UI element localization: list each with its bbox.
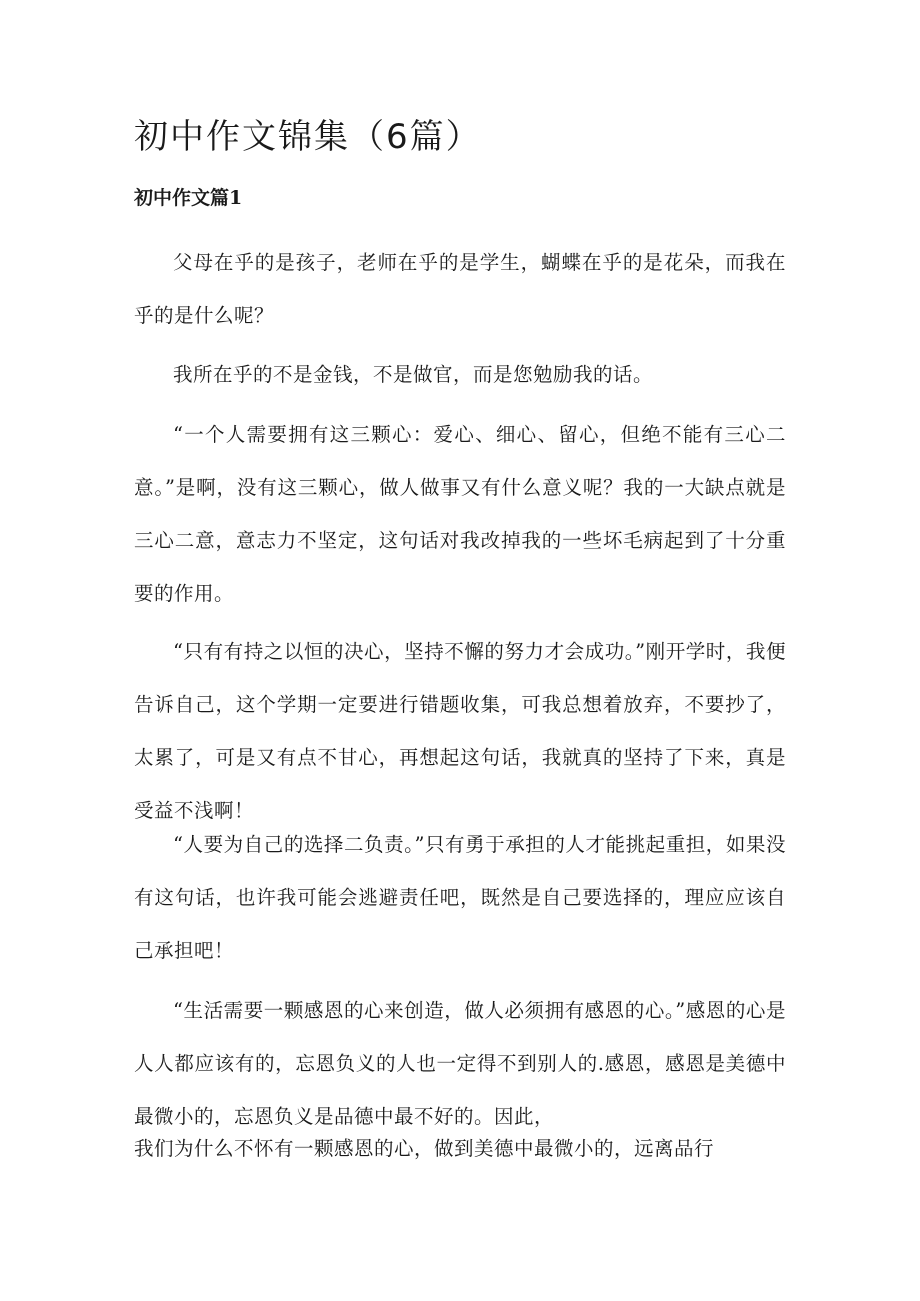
paragraph-7: 我们为什么不怀有一颗感恩的心，做到美德中最微小的，远离品行: [134, 1137, 715, 1160]
paragraph-5: “人要为自己的选择二负责。”只有勇于承担的人才能挑起重担，如果没有这句话，也许我可能会逃避责任吧，既然是自己要选择的，理应应该自己承担吧！: [134, 833, 786, 962]
paragraph-4: “只有有持之以恒的决心，坚持不懈的努力才会成功。”刚开学时，我便告诉自己，这个学期一定要进行错题收集，可我总想着放弃，不要抄了，太累了，可是又有点不甘心，再想起这句话，我就真的坚持了下来，真是受益不浅啊！: [134, 640, 786, 822]
paragraph-2: 我所在乎的不是金钱，不是做官，而是您勉励我的话。: [173, 363, 654, 386]
paragraph-1: 父母在乎的是孩子，老师在乎的是学生，蝴蝶在乎的是花朵，而我在乎的是什么呢？: [134, 251, 786, 327]
paragraph-6: “生活需要一颗感恩的心来创造，做人必须拥有感恩的心。”感恩的心是人人都应该有的，忘恩负义的人也一定得不到别人的.感恩，感恩是美德中最微小的，忘恩负义是品德中最不好的。因此，: [134, 999, 786, 1128]
section-heading: 初中作文篇1: [134, 187, 243, 209]
document-title: 初中作文锦集（6篇）: [134, 117, 482, 157]
paragraph-3: “一个人需要拥有这三颗心：爱心、细心、留心，但绝不能有三心二意。”是啊，没有这三颗心，做人做事又有什么意义呢？我的一大缺点就是三心二意，意志力不坚定，这句话对我改掉我的一些坏毛病起到了十分重要的作用。: [134, 423, 786, 605]
